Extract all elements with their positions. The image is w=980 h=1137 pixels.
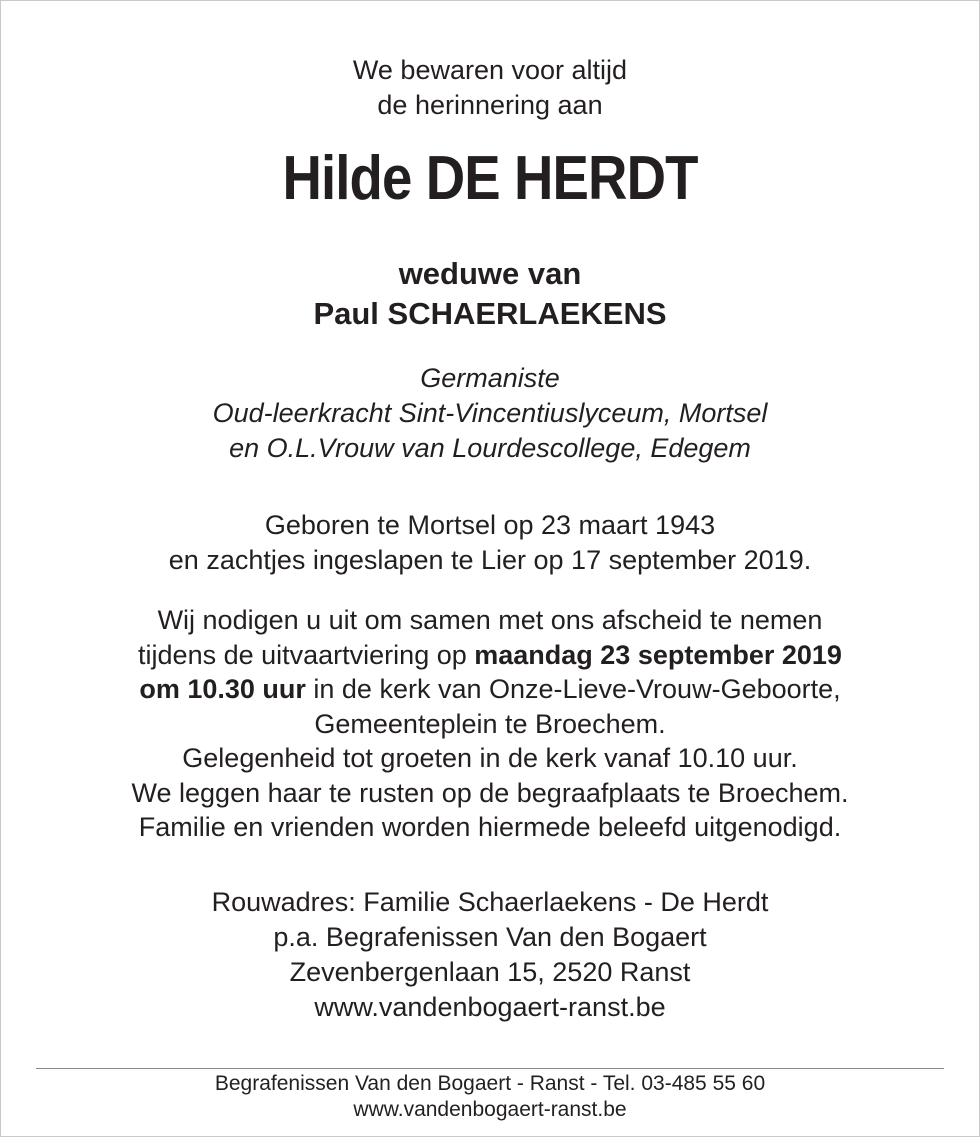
invite-line-2-text: tijdens de uitvaartviering op <box>138 639 475 670</box>
footer-divider <box>36 1068 944 1069</box>
profession-info <box>0 361 980 466</box>
invite-line-3 <box>0 672 980 707</box>
address-website-link[interactable]: www.vandenbogaert-ranst.be <box>314 992 666 1022</box>
footer <box>0 1071 980 1123</box>
mourning-address <box>0 885 980 1025</box>
intro-line-1: We bewaren voor altijd <box>352 55 628 85</box>
invite-line-2 <box>0 638 980 673</box>
invite-line-6: We leggen haar te rusten op de begraafplaats te Broechem. <box>131 777 849 808</box>
footer-website-link[interactable]: www.vandenbogaert-ranst.be <box>353 1098 627 1121</box>
profession-line-3: en O.L.Vrouw van Lourdescollege, Edegem <box>229 433 751 463</box>
invite-line-4: Gemeenteplein te Broechem. <box>314 708 666 739</box>
deceased-name: Hilde DE HERDT <box>282 144 698 213</box>
spouse-info <box>0 254 980 334</box>
birth-death-info <box>0 508 980 578</box>
invite-line-5: Gelegenheid tot groeten in de kerk vanaf 10.10 uur. <box>182 743 798 773</box>
address-line-2: p.a. Begrafenissen Van den Bogaert <box>273 922 707 952</box>
invite-line-1: Wij nodigen u uit om samen met ons afscheid te nemen <box>157 605 823 635</box>
profession-line-2: Oud-leerkracht Sint-Vincentiuslyceum, Mortsel <box>212 398 768 428</box>
funeral-date: maandag 23 september 2019 <box>474 639 842 670</box>
profession-line-1: Germaniste <box>420 363 560 393</box>
funeral-time: om 10.30 uur <box>139 674 306 704</box>
birth-line: Geboren te Mortsel op 23 maart 1943 <box>264 510 716 540</box>
spouse-name: Paul SCHAERLAEKENS <box>313 296 667 331</box>
death-line: en zachtjes ingeslapen te Lier op 17 september 2019. <box>168 545 812 575</box>
address-line-1: Rouwadres: Familie Schaerlaekens - De Herdt <box>211 887 769 917</box>
invite-line-7: Familie en vrienden worden hiermede beleefd uitgenodigd. <box>138 812 842 842</box>
intro-text <box>0 53 980 123</box>
address-line-3: Zevenbergenlaan 15, 2520 Ranst <box>289 957 691 987</box>
funeral-invitation <box>0 603 980 845</box>
intro-line-2: de herinnering aan <box>377 90 603 120</box>
spouse-line-1: weduwe van <box>398 256 582 291</box>
invite-line-3-text: in de kerk van Onze-Lieve-Vrouw-Geboorte, <box>305 674 841 704</box>
footer-line-1: Begrafenissen Van den Bogaert - Ranst - Tel. 03-485 55 60 <box>214 1072 766 1095</box>
